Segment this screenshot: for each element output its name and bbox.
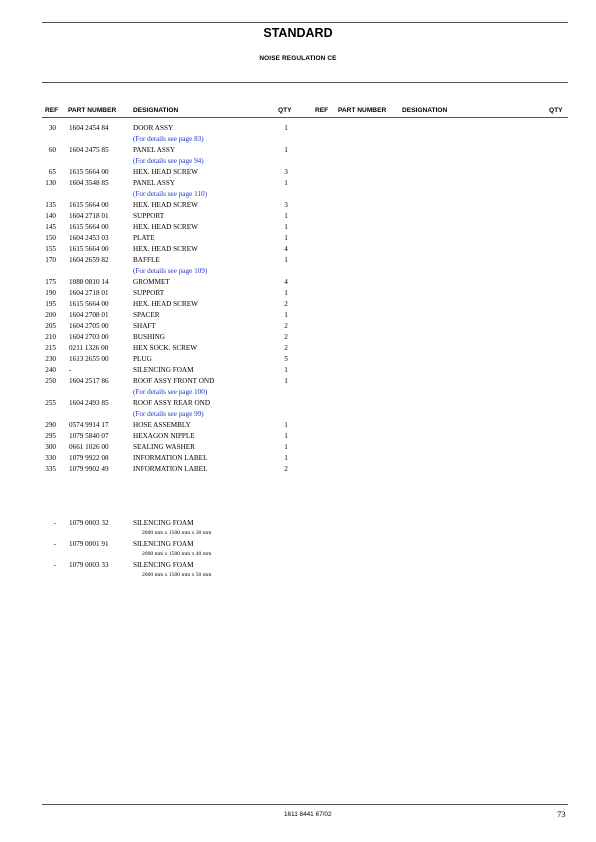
page-number: 73: [557, 809, 566, 819]
designation-cell: GROMMET: [133, 278, 170, 286]
qty-cell: 1: [284, 366, 288, 374]
ref-cell: 250: [45, 377, 56, 385]
qty-cell: 1: [284, 443, 288, 451]
part-number-cell: 1079 0003 33: [69, 561, 109, 569]
table-row: [0, 222, 320, 232]
designation-cell: HEX. HEAD SCREW: [133, 245, 198, 253]
designation-cell: HOSE ASSEMBLY: [133, 421, 191, 429]
part-number-cell: 1615 5664 00: [69, 245, 109, 253]
top-rule: [42, 22, 568, 23]
designation-cell: PANEL ASSY: [133, 146, 176, 154]
qty-cell: 2: [284, 300, 288, 308]
table-row: [0, 442, 320, 452]
part-number-cell: 0211 1326 00: [69, 344, 109, 352]
qty-cell: 2: [284, 465, 288, 473]
ref-cell: 195: [45, 300, 56, 308]
qty-cell: 5: [284, 355, 288, 363]
table-row: [0, 453, 320, 463]
ref-cell: 300: [45, 443, 56, 451]
table-row: [0, 539, 320, 549]
ref-cell: 155: [45, 245, 56, 253]
qty-cell: 2: [284, 322, 288, 330]
qty-cell: 4: [284, 245, 288, 253]
ref-cell: 130: [45, 179, 56, 187]
designation-cell: PANEL ASSY: [133, 179, 176, 187]
designation-cell: SUPPORT: [133, 289, 165, 297]
part-number-cell: 1604 2475 85: [69, 146, 109, 154]
dimension-note: 2000 mm x 1500 mm x 40 mm: [142, 551, 212, 557]
qty-cell: 1: [284, 421, 288, 429]
dimension-note: 2000 mm x 1500 mm x 30 mm: [142, 530, 212, 536]
table-row: [0, 343, 320, 353]
qty-cell: 1: [284, 146, 288, 154]
ref-cell: -: [53, 561, 56, 569]
part-number-cell: 1079 5840 07: [69, 432, 109, 440]
col-header-part-number-right: PART NUMBER: [338, 107, 387, 114]
qty-cell: 1: [284, 454, 288, 462]
part-number-cell: 1088 0810 14: [69, 278, 109, 286]
page-subtitle: NOISE REGULATION CE: [259, 55, 337, 62]
part-number-cell: -: [69, 366, 72, 374]
col-header-ref: REF: [45, 107, 59, 114]
designation-cell: BAFFLE: [133, 256, 160, 264]
table-row: [0, 354, 320, 364]
qty-cell: 1: [284, 256, 288, 264]
part-number-cell: 1604 2718 01: [69, 289, 109, 297]
col-header-designation: DESIGNATION: [133, 107, 179, 114]
designation-cell: SUPPORT: [133, 212, 165, 220]
designation-cell: SILENCING FOAM: [133, 540, 194, 548]
designation-cell: ROOF ASSY REAR OND: [133, 399, 211, 407]
table-row: [0, 145, 320, 155]
table-row: [0, 560, 320, 570]
table-row: [0, 420, 320, 430]
qty-cell: 2: [284, 344, 288, 352]
ref-cell: 150: [45, 234, 56, 242]
details-page-note[interactable]: (For details see page 109): [133, 267, 208, 275]
part-number-cell: 1604 2517 86: [69, 377, 109, 385]
qty-cell: 1: [284, 377, 288, 385]
designation-cell: HEXAGON NIPPLE: [133, 432, 195, 440]
designation-cell: PLATE: [133, 234, 155, 242]
footer-rule: [42, 804, 568, 805]
details-page-note[interactable]: (For details see page 94): [133, 157, 204, 165]
qty-cell: 1: [284, 223, 288, 231]
designation-cell: INFORMATION LABEL: [133, 454, 208, 462]
qty-cell: 1: [284, 212, 288, 220]
table-row: [0, 310, 320, 320]
ref-cell: 175: [45, 278, 56, 286]
ref-cell: 30: [48, 124, 56, 132]
ref-cell: 255: [45, 399, 56, 407]
qty-cell: 4: [284, 278, 288, 286]
designation-cell: SILENCING FOAM: [133, 519, 194, 527]
table-row: [0, 376, 320, 386]
part-number-cell: 1604 2659 82: [69, 256, 109, 264]
table-row: [0, 200, 320, 210]
table-row: [0, 178, 320, 188]
ref-cell: 140: [45, 212, 56, 220]
part-number-cell: 1604 2705 00: [69, 322, 109, 330]
designation-cell: DOOR ASSY: [133, 124, 174, 132]
designation-cell: HEX SOCK. SCREW: [133, 344, 198, 352]
designation-cell: SILENCING FOAM: [133, 561, 194, 569]
qty-cell: 3: [284, 168, 288, 176]
table-row: [0, 321, 320, 331]
table-row: [0, 464, 320, 474]
table-row: [0, 233, 320, 243]
ref-cell: 145: [45, 223, 56, 231]
designation-cell: HEX. HEAD SCREW: [133, 168, 198, 176]
ref-cell: 210: [45, 333, 56, 341]
part-number-cell: 1079 0001 91: [69, 540, 109, 548]
qty-cell: 3: [284, 201, 288, 209]
details-page-note[interactable]: (For details see page 100): [133, 388, 208, 396]
qty-cell: 1: [284, 179, 288, 187]
ref-cell: 290: [45, 421, 56, 429]
part-number-cell: 1079 0003 32: [69, 519, 109, 527]
ref-cell: 190: [45, 289, 56, 297]
ref-cell: -: [53, 519, 56, 527]
ref-cell: 330: [45, 454, 56, 462]
qty-cell: 2: [284, 333, 288, 341]
header-rule: [42, 82, 568, 83]
part-number-cell: 1604 3548 85: [69, 179, 109, 187]
table-row: [0, 211, 320, 221]
ref-cell: 205: [45, 322, 56, 330]
part-number-cell: 1604 2703 00: [69, 333, 109, 341]
ref-cell: 170: [45, 256, 56, 264]
part-number-cell: 1615 5664 00: [69, 201, 109, 209]
table-row: [0, 123, 320, 133]
table-row: [0, 431, 320, 441]
table-row: [0, 518, 320, 528]
part-number-cell: 1604 2718 01: [69, 212, 109, 220]
part-number-cell: 1613 2655 00: [69, 355, 109, 363]
col-header-designation-right: DESIGNATION: [402, 107, 448, 114]
ref-cell: 60: [48, 146, 56, 154]
ref-cell: 295: [45, 432, 56, 440]
qty-cell: 1: [284, 234, 288, 242]
designation-cell: HEX. HEAD SCREW: [133, 223, 198, 231]
col-header-ref-right: REF: [315, 107, 329, 114]
part-number-cell: 1079 9902 49: [69, 465, 109, 473]
ref-cell: -: [53, 540, 56, 548]
table-row: [0, 167, 320, 177]
ref-cell: 230: [45, 355, 56, 363]
designation-cell: SPACER: [133, 311, 160, 319]
part-number-cell: 1604 2454 84: [69, 124, 109, 132]
table-row: [0, 398, 320, 408]
table-row: [0, 244, 320, 254]
qty-cell: 1: [284, 289, 288, 297]
col-header-qty-right: QTY: [549, 107, 563, 114]
col-header-qty: QTY: [278, 107, 292, 114]
part-number-cell: 0661 1026 00: [69, 443, 109, 451]
designation-cell: SEALING WASHER: [133, 443, 195, 451]
table-row: [0, 332, 320, 342]
designation-cell: INFORMATION LABEL: [133, 465, 208, 473]
column-header-rule: [42, 117, 568, 118]
ref-cell: 135: [45, 201, 56, 209]
qty-cell: 1: [284, 311, 288, 319]
ref-cell: 65: [48, 168, 56, 176]
table-row: [0, 288, 320, 298]
part-number-cell: 1604 2453 03: [69, 234, 109, 242]
part-number-cell: 1604 2493 85: [69, 399, 109, 407]
details-page-note[interactable]: (For details see page 99): [133, 410, 204, 418]
part-number-cell: 1615 5664 00: [69, 300, 109, 308]
table-row: [0, 277, 320, 287]
ref-cell: 335: [45, 465, 56, 473]
designation-cell: HEX. HEAD SCREW: [133, 300, 198, 308]
ref-cell: 240: [45, 366, 56, 374]
details-page-note[interactable]: (For details see page 83): [133, 135, 204, 143]
table-row: [0, 255, 320, 265]
part-number-cell: 0574 9914 17: [69, 421, 109, 429]
part-number-cell: 1615 5664 00: [69, 223, 109, 231]
qty-cell: 1: [284, 124, 288, 132]
details-page-note[interactable]: (For details see page 110): [133, 190, 207, 198]
part-number-cell: 1604 2708 01: [69, 311, 109, 319]
dimension-note: 2000 mm x 1500 mm x 50 mm: [142, 572, 212, 578]
designation-cell: HEX. HEAD SCREW: [133, 201, 198, 209]
part-number-cell: 1079 9922 08: [69, 454, 109, 462]
qty-cell: 1: [284, 432, 288, 440]
part-number-cell: 1615 5664 00: [69, 168, 109, 176]
document-number: 1611 8441 67/02: [284, 811, 332, 818]
col-header-part-number: PART NUMBER: [68, 107, 117, 114]
designation-cell: SILENCING FOAM: [133, 366, 194, 374]
designation-cell: BUSHING: [133, 333, 165, 341]
designation-cell: SHAFT: [133, 322, 156, 330]
designation-cell: PLUG: [133, 355, 152, 363]
page-title: STANDARD: [263, 26, 333, 40]
ref-cell: 215: [45, 344, 56, 352]
ref-cell: 200: [45, 311, 56, 319]
table-row: [0, 299, 320, 309]
table-row: [0, 365, 320, 375]
designation-cell: ROOF ASSY FRONT OND: [133, 377, 215, 385]
